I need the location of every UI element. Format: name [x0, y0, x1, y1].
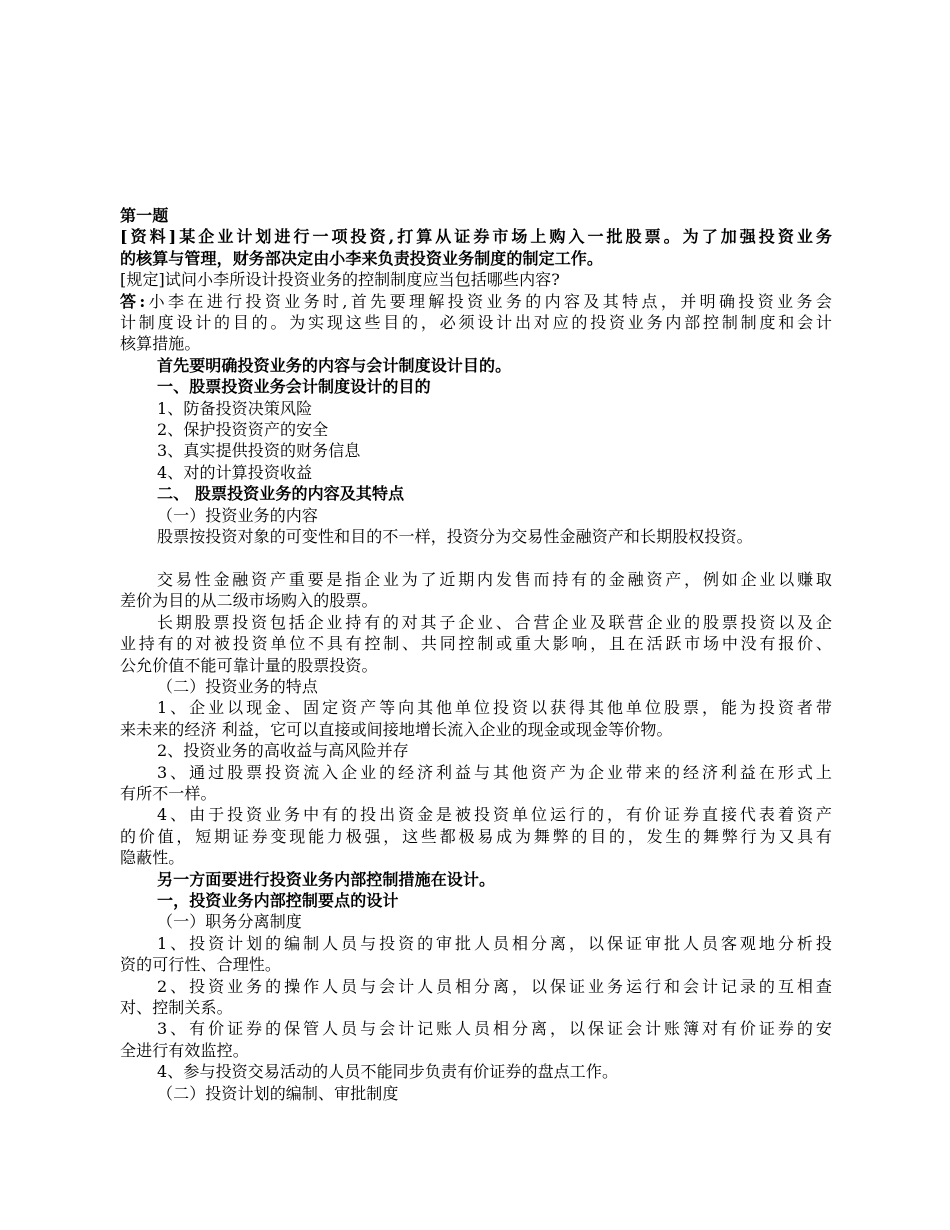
question-title: 第一题 — [120, 206, 169, 225]
section1-item-4: 4、对的计算投资收益 — [157, 462, 313, 482]
feature-4-line-3: 隐蔽性。 — [120, 848, 185, 868]
control-item-2-line-1: 2、投资业务的操作人员与会计人员相分离，以保证业务运行和会计记录的互相查 — [157, 976, 832, 996]
feature-3-line-1: 3、通过股票投资流入企业的经济利益与其他资产为企业带来的经济利益在形式上 — [157, 762, 832, 782]
material-line-1: [资料]某企业计划进行一项投资,打算从证券市场上购入一批股票。为了加强投资业务 — [120, 227, 832, 247]
section1-item-2: 2、保护投资资产的安全 — [157, 420, 329, 440]
feature-3-line-2: 有所不一样。 — [120, 783, 217, 803]
rule-line: [规定]试问小李所设计投资业务的控制制度应当包括哪些内容? — [120, 270, 560, 290]
section2-paragraph-3-line-3: 公允价值不能可靠计量的股票投资。 — [120, 655, 378, 675]
control-section1-heading: 一，投资业务内部控制要点的设计 — [157, 890, 399, 910]
control-item-2-line-2: 对、控制关系。 — [120, 998, 233, 1018]
control-item-3-line-2: 全进行有效监控。 — [120, 1040, 249, 1060]
section1-item-3: 3、真实提供投资的财务信息 — [157, 441, 361, 461]
section1-heading: 一、股票投资业务会计制度设计的目的 — [157, 377, 431, 397]
section2-paragraph-2-line-1: 交易性金融资产重要是指企业为了近期内发售而持有的金融资产，例如企业以赚取 — [157, 569, 832, 589]
section2-subheading-2: （二）投资业务的特点 — [157, 676, 319, 696]
feature-4-line-1: 4、由于投资业务中有的投出资金是被投资单位运行的，有价证券直接代表着资产 — [157, 805, 832, 825]
control-subheading-1: （一）职务分离制度 — [157, 912, 302, 932]
section2-paragraph-2-line-2: 差价为目的从二级市场购入的股票。 — [120, 591, 378, 611]
section2-paragraph-3-line-2: 业持有的对被投资单位不具有控制、共同控制或重大影响，且在活跃市场中没有报价、 — [120, 634, 832, 654]
feature-1-line-1: 1、企业以现金、固定资产等向其他单位投资以获得其他单位股票，能为投资者带 — [157, 698, 832, 718]
material-line-2: 的核算与管理，财务部决定由小李来负责投资业务制度的制定工作。 — [120, 248, 604, 268]
control-item-4: 4、参与投资交易活动的人员不能同步负责有价证券的盘点工作。 — [157, 1062, 619, 1082]
section2-heading: 二、 股票投资业务的内容及其特点 — [157, 484, 405, 504]
control-subheading-2: （二）投资计划的编制、审批制度 — [157, 1083, 399, 1103]
feature-1-line-2: 来未来的经济 利益，它可以直接或间接地增长流入企业的现金或现金等价物。 — [120, 719, 673, 739]
part1-heading: 首先要明确投资业务的内容与会计制度设计目的。 — [157, 355, 512, 375]
section1-item-1: 1、防备投资决策风险 — [157, 398, 313, 418]
answer-line-2: 计制度设计的目的。为实现这些目的，必须设计出对应的投资业务内部控制制度和会计 — [120, 313, 832, 333]
answer-label: 答: — [120, 291, 146, 311]
answer-text-1: 小李在进行投资业务时,首先要理解投资业务的内容及其特点，并明确投资业务会 — [145, 291, 833, 311]
section2-paragraph-1: 股票按投资对象的可变性和目的不一样，投资分为交易性金融资产和长期股权投资。 — [157, 527, 753, 547]
answer-line-3: 核算措施。 — [120, 334, 201, 354]
section2-paragraph-3-line-1: 长期股票投资包括企业持有的对其子企业、合营企业及联营企业的股票投资以及企 — [157, 612, 832, 632]
control-item-1-line-1: 1、投资计划的编制人员与投资的审批人员相分离，以保证审批人员客观地分析投 — [157, 933, 832, 953]
part2-heading: 另一方面要进行投资业务内部控制措施在设计。 — [157, 869, 496, 889]
control-item-3-line-1: 3、有价证券的保管人员与会计记账人员相分离，以保证会计账簿对有价证券的安 — [157, 1019, 832, 1039]
control-item-1-line-2: 资的可行性、合理性。 — [120, 955, 282, 975]
feature-4-line-2: 的价值，短期证券变现能力极强，这些都极易成为舞弊的目的，发生的舞弊行为又具有 — [120, 826, 832, 846]
feature-2: 2、投资业务的高收益与高风险并存 — [157, 741, 409, 761]
section2-subheading-1: （一）投资业务的内容 — [157, 505, 319, 525]
blank-line — [120, 548, 832, 569]
answer-line-1 — [120, 291, 832, 312]
document-page — [120, 205, 832, 1104]
